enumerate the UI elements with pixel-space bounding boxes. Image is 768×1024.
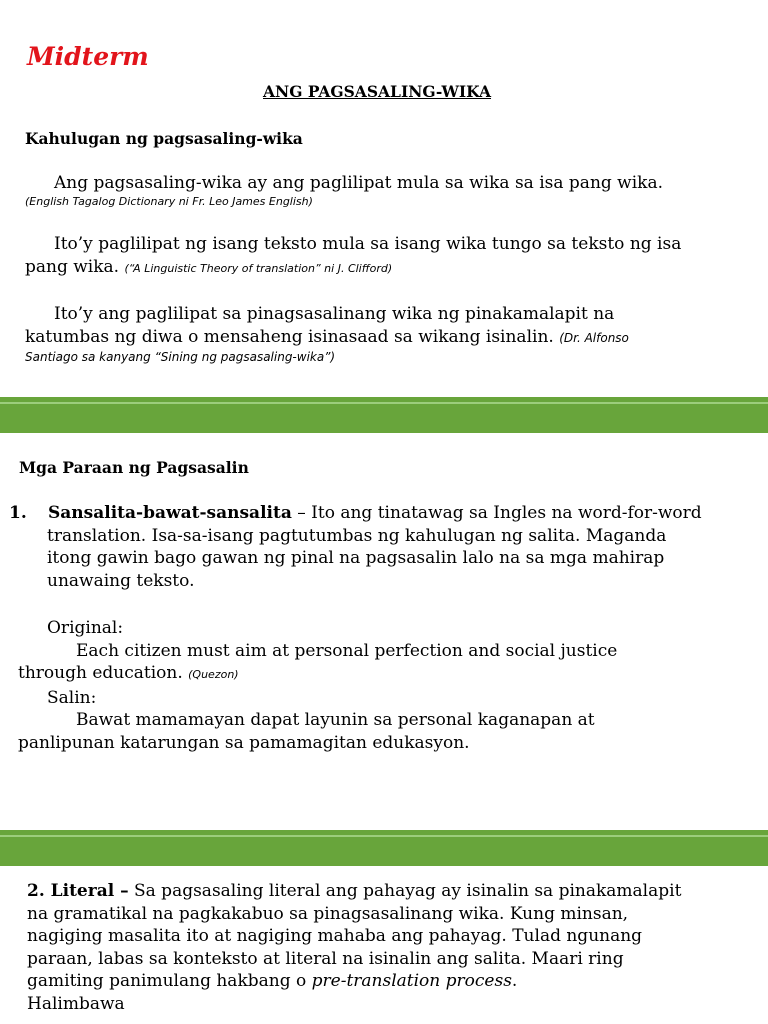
method-item-2-line-2: na gramatikal na pagkakabuo sa pinagsasalinang wika. Kung minsan, (27, 903, 629, 924)
method-item-2-line-3: nagiging masalita ito at nagiging mahaba ang pahayag. Tulad ngunang (27, 926, 643, 946)
definition-2 (25, 233, 765, 280)
halimbawa-label: Halimbawa (27, 993, 125, 1014)
salin-line-1: Bawat mamamayan dapat layunin sa personal kaganapan at (76, 710, 595, 730)
salin-line-2: panlipunan katarungan sa pamamagitan edukasyon. (18, 732, 470, 753)
method-item-1-line-3: itong gawin bago gawan ng pinal na pagsasalin lalo na sa mga mahirap (47, 548, 665, 568)
section-heading: Kahulugan ng pagsasaling-wika (25, 129, 303, 148)
original-label: Original: (47, 618, 124, 638)
method-item-1 (8, 502, 768, 592)
document-title: ANG PAGSASALING-WIKA (263, 82, 492, 101)
method-item-1-number: 1. (9, 503, 27, 523)
example-block (18, 617, 758, 754)
definition-3-citation-b: Santiago sa kanyang “Sining ng pagsasaling-wika”) (25, 350, 336, 364)
method-item-2 (27, 880, 767, 1015)
method-item-2-term: 2. Literal – (27, 881, 129, 901)
definition-2-citation: (“A Linguistic Theory of translation” ni J. Clifford) (124, 261, 393, 275)
method-item-1-term: Sansalita-bawat-sansalita (48, 503, 292, 523)
slide-separator-2 (0, 830, 768, 866)
methods-heading: Mga Paraan ng Pagsasalin (19, 458, 249, 477)
method-item-1-line-1: – Ito ang tinatawag sa Ingles na word-for-word (291, 503, 702, 523)
method-item-1-line-4: unawaing teksto. (47, 570, 195, 591)
definition-1-citation: (English Tagalog Dictionary ni Fr. Leo James English) (25, 194, 313, 208)
definition-1-text: Ang pagsasaling-wika ay ang paglilipat mula sa wika sa isa pang wika. (54, 173, 664, 193)
definition-3-line-1: Ito’y ang paglilipat sa pinagsasalinang wika ng pinakamalapit na (54, 304, 615, 324)
midterm-label: Midterm (27, 42, 149, 71)
separator-2-highlight (0, 835, 768, 837)
method-item-2-line-5a: gamiting panimulang hakbang o (27, 971, 312, 991)
definition-3-line-2: katumbas ng diwa o mensaheng isinasaad sa wikang isinalin. (25, 326, 554, 347)
pre-translation-term: pre-translation process (311, 971, 512, 991)
definition-2-line-1: Ito’y paglilipat ng isang teksto mula sa isang wika tungo sa teksto ng isa (54, 234, 682, 254)
method-item-2-line-4: paraan, labas sa konteksto at literal na isinalin ang salita. Maari ring (27, 948, 624, 969)
definition-3-citation-a: (Dr. Alfonso (559, 330, 629, 345)
definition-2-line-2: pang wika. (25, 256, 120, 277)
definition-3 (25, 303, 765, 365)
slide-separator-1 (0, 397, 768, 433)
original-citation: (Quezon) (188, 668, 239, 681)
separator-1-highlight (0, 402, 768, 404)
method-item-1-line-2: translation. Isa-sa-isang pagtutumbas ng kahulugan ng salita. Maganda (47, 525, 667, 546)
original-line-2: through education. (18, 663, 183, 683)
salin-label: Salin: (47, 687, 97, 708)
method-item-2-line-5b: . (511, 971, 518, 991)
original-line-1: Each citizen must aim at personal perfection and social justice (76, 640, 618, 661)
definition-1 (25, 172, 755, 209)
method-item-2-line-1: Sa pagsasaling literal ang pahayag ay isinalin sa pinakamalapit (128, 881, 682, 901)
